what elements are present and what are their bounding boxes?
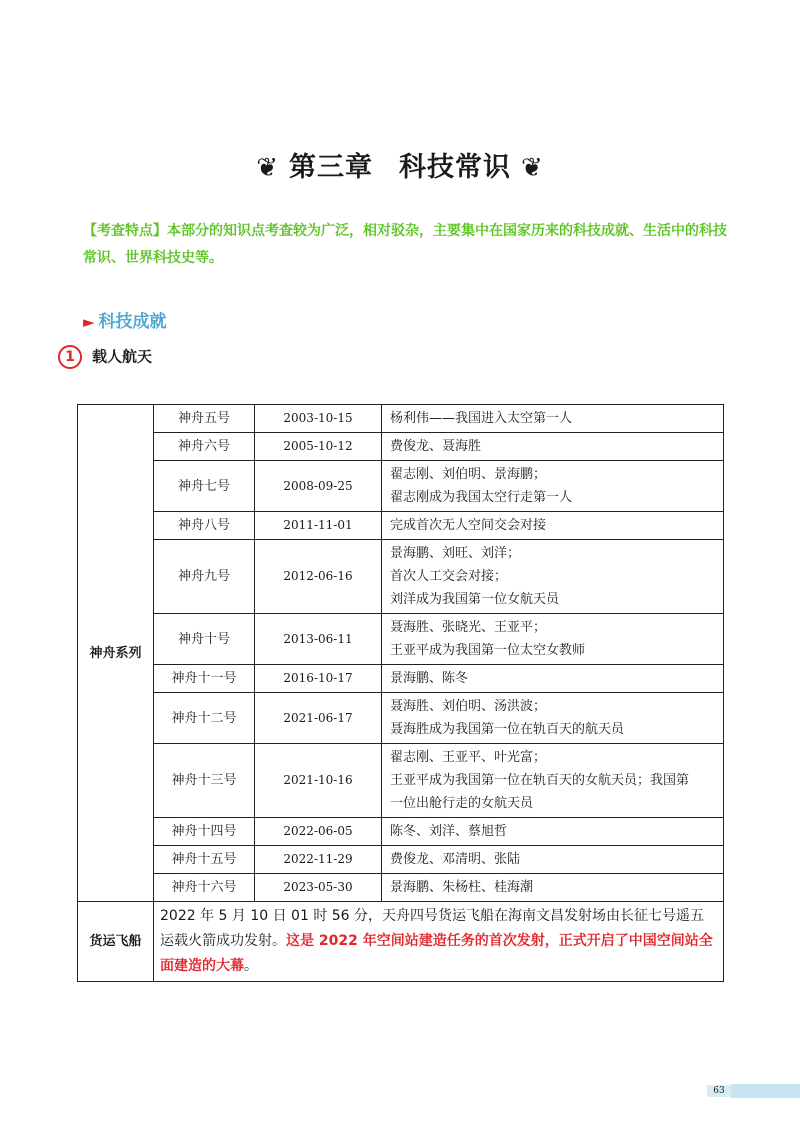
exam-feature-note: 【考查特点】本部分的知识点考查较为广泛，相对驳杂，主要集中在国家历来的科技成就、生活中的科技常识、世界科技史等。 [83,223,727,266]
mission-description [382,512,724,540]
table-body [78,405,724,982]
ornament-right-icon: ❦ [521,153,544,183]
launch-date: 2023-05-30 [255,874,382,902]
chapter-number: 第三章 [289,152,373,183]
cargo-text-plain: 2022 年 5 月 10 日 01 时 56 分，天舟四号货运飞船在海南文昌发射场由长征七号遥五运载火箭成功发射。 [160,908,705,949]
mission-description [382,744,724,818]
table-row [78,818,724,846]
mission-name: 神舟五号 [154,405,255,433]
mission-description [382,846,724,874]
description-line: 刘洋成为我国第一位女航天员 [390,592,560,607]
description-line: 景海鹏、朱杨柱、桂海潮 [390,880,534,895]
cargo-text-emphasis: 这是 2022 年空间站建造任务的首次发射，正式开启了中国空间站全面建造的大幕 [160,933,713,974]
description-line: 首次人工交会对接； [390,569,508,584]
cargo-label: 货运飞船 [78,902,154,982]
launch-date: 2011-11-01 [255,512,382,540]
description-line: 费俊龙、聂海胜 [390,439,482,454]
launch-date: 2022-11-29 [255,846,382,874]
series-label: 神舟系列 [78,405,154,902]
mission-name: 神舟九号 [154,540,255,614]
launch-date: 2021-06-17 [255,693,382,744]
description-line: 翟志刚成为我国太空行走第一人 [390,490,573,505]
table-row [78,405,724,433]
description-line: 翟志刚、王亚平、叶光富； [390,750,547,765]
description-line: 完成首次无人空间交会对接 [390,518,547,533]
cargo-row [78,902,724,982]
mission-name: 神舟十一号 [154,665,255,693]
mission-name: 神舟七号 [154,461,255,512]
launch-date: 2012-06-16 [255,540,382,614]
table-row [78,874,724,902]
launch-date: 2003-10-15 [255,405,382,433]
mission-description [382,433,724,461]
launch-date: 2008-09-25 [255,461,382,512]
table-row [78,433,724,461]
description-line: 一位出舱行走的女航天员 [390,796,534,811]
mission-description [382,405,724,433]
mission-name: 神舟六号 [154,433,255,461]
description-line: 聂海胜、刘伯明、汤洪波； [390,699,547,714]
table-row [78,461,724,512]
mission-name: 神舟十四号 [154,818,255,846]
chapter-title [0,145,800,184]
circled-number-icon: 1 [58,345,82,369]
section-title: 科技成就 [98,312,167,332]
mission-description [382,693,724,744]
spaceflight-table [77,404,724,982]
description-line: 景海鹏、陈冬 [390,671,469,686]
description-line: 陈冬、刘洋、蔡旭哲 [390,824,508,839]
table-row [78,693,724,744]
section-heading [83,307,167,332]
description-line: 杨利伟——我国进入太空第一人 [390,411,573,426]
mission-description [382,614,724,665]
mission-name: 神舟十三号 [154,744,255,818]
table-row [78,846,724,874]
mission-name: 神舟十二号 [154,693,255,744]
description-line: 王亚平成为我国第一位在轨百天的女航天员；我国第 [390,773,690,788]
mission-description [382,874,724,902]
cargo-description [154,902,724,982]
description-line: 景海鹏、刘旺、刘洋； [390,546,521,561]
launch-date: 2022-06-05 [255,818,382,846]
description-line: 聂海胜成为我国第一位在轨百天的航天员 [390,722,625,737]
ornament-left-icon: ❦ [256,153,279,183]
subsection-title: 载人航天 [92,347,153,366]
mission-name: 神舟十号 [154,614,255,665]
mission-description [382,818,724,846]
page-number-bar [731,1084,800,1098]
cargo-text-end: 。 [244,958,258,974]
description-line: 翟志刚、刘伯明、景海鹏； [390,467,547,482]
table-row [78,512,724,540]
mission-name: 神舟八号 [154,512,255,540]
page-number: 63 [707,1085,731,1097]
mission-name: 神舟十六号 [154,874,255,902]
triangle-arrow-icon: ► [83,313,95,331]
mission-description [382,665,724,693]
launch-date: 2016-10-17 [255,665,382,693]
launch-date: 2021-10-16 [255,744,382,818]
mission-description [382,461,724,512]
table-row [78,614,724,665]
mission-name: 神舟十五号 [154,846,255,874]
description-line: 费俊龙、邓清明、张陆 [390,852,521,867]
mission-description [382,540,724,614]
table-row [78,744,724,818]
table-row [78,665,724,693]
launch-date: 2005-10-12 [255,433,382,461]
description-line: 聂海胜、张晓光、王亚平； [390,620,547,635]
launch-date: 2013-06-11 [255,614,382,665]
table-row [78,540,724,614]
description-line: 王亚平成为我国第一位太空女教师 [390,643,586,658]
chapter-name: 科技常识 [399,152,511,183]
subsection-heading [58,345,152,369]
